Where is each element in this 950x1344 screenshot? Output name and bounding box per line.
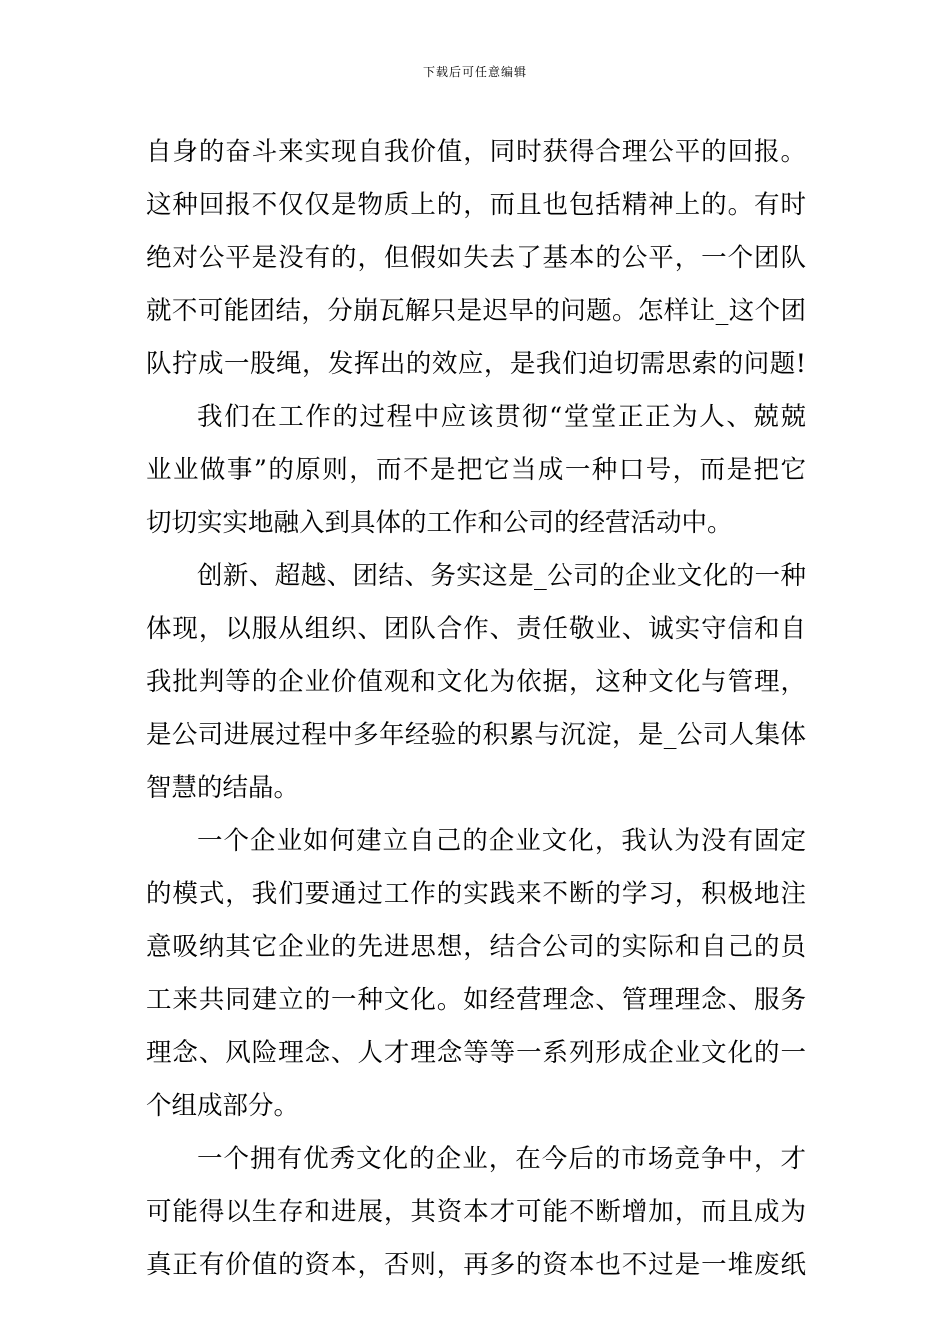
text-line: 的模式，我们要通过工作的实践来不断的学习，积极地注 bbox=[146, 879, 806, 909]
text-line: 智慧的结晶。 bbox=[146, 773, 300, 803]
text-line: 真正有价值的资本，否则，再多的资本也不过是一堆废纸 bbox=[146, 1250, 806, 1280]
paragraph-2 bbox=[146, 391, 806, 550]
paragraph-5 bbox=[146, 1133, 806, 1292]
text-line: 自身的奋斗来实现自我价值，同时获得合理公平的回报。 bbox=[146, 137, 806, 167]
text-line: 我批判等的企业价值观和文化为依据，这种文化与管理， bbox=[146, 667, 806, 697]
text-line: 工来共同建立的一种文化。如经营理念、管理理念、服务 bbox=[146, 985, 806, 1015]
text-line: 可能得以生存和进展，其资本才可能不断增加，而且成为 bbox=[146, 1197, 806, 1227]
text-line: 切切实实地融入到具体的工作和公司的经营活动中。 bbox=[146, 508, 733, 538]
text-line: 创新、超越、团结、务实这是_公司的企业文化的一种 bbox=[197, 561, 806, 591]
text-line: 体现，以服从组织、团队合作、责任敬业、诚实守信和自 bbox=[146, 614, 806, 644]
text-line: 绝对公平是没有的，但假如失去了基本的公平，一个团队 bbox=[146, 243, 806, 273]
page-header-note: 下载后可任意编辑 bbox=[422, 65, 527, 79]
text-line: 这种回报不仅仅是物质上的，而且也包括精神上的。有时 bbox=[146, 190, 806, 220]
text-line: 个组成部分。 bbox=[146, 1091, 300, 1121]
text-line: 一个企业如何建立自己的企业文化，我认为没有固定 bbox=[197, 826, 806, 856]
document-body bbox=[146, 126, 806, 1292]
text-line: 是公司进展过程中多年经验的积累与沉淀，是_公司人集体 bbox=[146, 720, 806, 750]
paragraph-3 bbox=[146, 550, 806, 815]
paragraph-1 bbox=[146, 126, 806, 391]
text-line: 业业做事”的原则，而不是把它当成一种口号，而是把它 bbox=[146, 455, 806, 485]
text-line: 理念、风险理念、人才理念等等一系列形成企业文化的一 bbox=[146, 1038, 806, 1068]
text-line: 就不可能团结，分崩瓦解只是迟早的问题。怎样让_这个团 bbox=[146, 296, 806, 326]
text-line: 一个拥有优秀文化的企业，在今后的市场竞争中，才 bbox=[197, 1144, 806, 1174]
text-line: 意吸纳其它企业的先进思想，结合公司的实际和自己的员 bbox=[146, 932, 806, 962]
text-line: 我们在工作的过程中应该贯彻“堂堂正正为人、兢兢 bbox=[197, 402, 806, 432]
text-line: 队拧成一股绳，发挥出的效应，是我们迫切需思索的问题! bbox=[146, 349, 806, 379]
paragraph-4 bbox=[146, 815, 806, 1133]
